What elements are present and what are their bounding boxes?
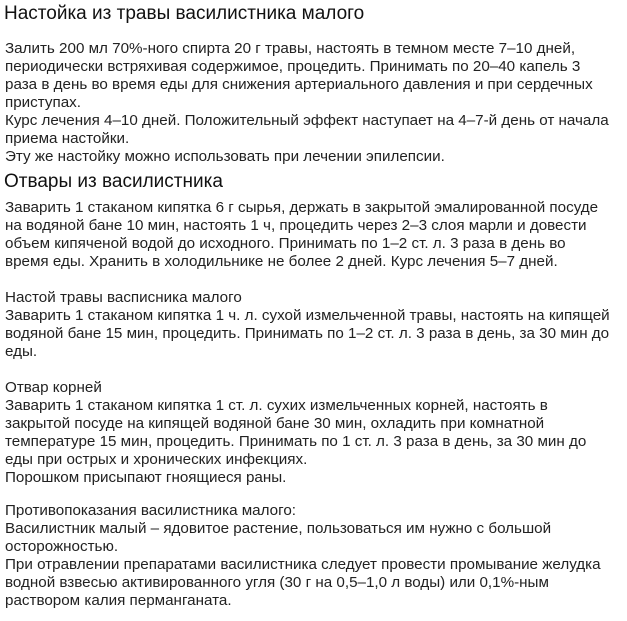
text-line: осторожностью. (5, 538, 119, 555)
text-line: раза в день во время еды для снижения артериального давления и при сердечных (5, 76, 593, 93)
text-line: время еды. Хранить в холодильнике не более 2 дней. Курс лечения 5–7 дней. (5, 253, 558, 270)
contraindications-subtitle: Противопоказания василистника малого: (5, 502, 296, 519)
text-line: Заварить 1 стаканом кипятка 6 г сырья, держать в закрытой эмалированной посуде (5, 199, 599, 216)
text-line: еды. (5, 343, 38, 360)
contraindications-paragraph (5, 502, 601, 610)
text-line: Эту же настойку можно использовать при лечении эпилепсии. (5, 148, 445, 165)
title-tincture: Настойка из травы василистника малого (4, 3, 365, 24)
text-line: водной взвесью активированного угля (30 г на 0,5–1,0 л воды) или 0,1%-ным (5, 574, 549, 591)
text-line: Заварить 1 стаканом кипятка 1 ст. л. сухих измельченных корней, настоять в (5, 397, 548, 414)
text-line: Заварить 1 стаканом кипятка 1 ч. л. сухой измельченной травы, настоять на кипящей (5, 307, 610, 324)
infusion-paragraph (5, 289, 610, 361)
text-line: Порошком присыпают гноящиеся раны. (5, 469, 287, 486)
text-line: Залить 200 мл 70%-ного спирта 20 г травы, настоять в темном месте 7–10 дней, (5, 40, 576, 57)
roots-subtitle: Отвар корней (5, 379, 102, 396)
text-line: еды при острых и хронических инфекциях. (5, 451, 308, 468)
text-line: Курс лечения 4–10 дней. Положительный эффект наступает на 4–7-й день от начала (5, 112, 609, 129)
infusion-subtitle: Настой травы васписника малого (5, 289, 242, 306)
text-line: закрытой посуде на кипящей водяной бане 30 мин, охладить при комнатной (5, 415, 545, 432)
text-line: водяной бане 15 мин, процедить. Принимать по 1–2 ст. л. 3 раза в день, за 30 мин до (5, 325, 610, 342)
text-line: раствором калия перманганата. (5, 592, 232, 609)
decoction-paragraph (5, 199, 598, 271)
text-line: на водяной бане 10 мин, настоять 1 ч, процедить через 2–3 слоя марли и довести (5, 217, 587, 234)
text-line: приема настойки. (5, 130, 130, 147)
text-line: температуре 15 мин, процедить. Принимать по 1 ст. л. 3 раза в день, за 30 мин до (5, 433, 587, 450)
text-line: объем кипяченой водой до исходного. Принимать по 1–2 ст. л. 3 раза в день во (5, 235, 566, 252)
roots-paragraph (5, 379, 586, 487)
text-line: При отравлении препаратами василистника следует провести промывание желудка (5, 556, 601, 573)
text-line: Василистник малый – ядовитое растение, пользоваться им нужно с большой (5, 520, 552, 537)
tincture-paragraph (5, 40, 609, 166)
title-decoctions: Отвары из василистника (4, 171, 223, 192)
text-line: приступах. (5, 94, 81, 111)
text-line: периодически встряхивая содержимое, процедить. Принимать по 20–40 капель 3 (5, 58, 581, 75)
